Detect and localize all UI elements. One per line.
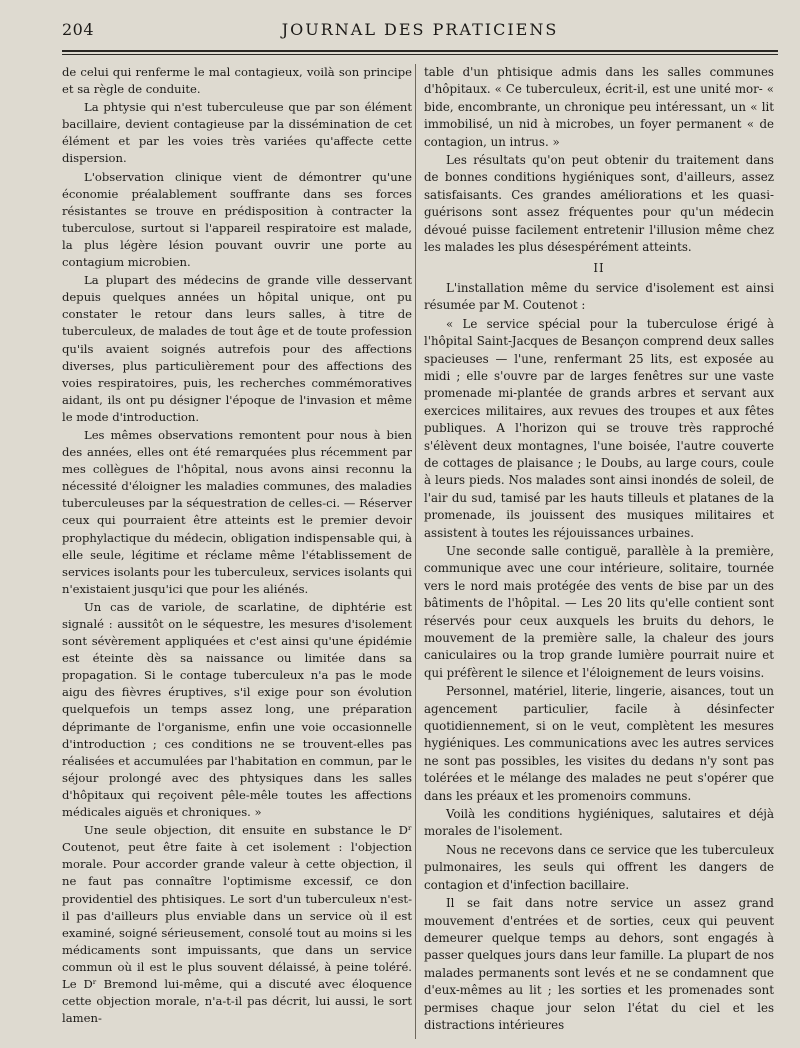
paragraph: de celui qui renferme le mal contagieux, voilà son principe et sa règle de conduite. bbox=[62, 65, 412, 97]
page-number: 204 bbox=[62, 20, 95, 39]
column-divider bbox=[415, 64, 416, 1039]
paragraph: Il se fait dans notre service un assez grand mouvement d'entrées et de sorties, ceux qui peuvent demeurer quelque temps au dehors, sont engagés à passer quelques jours dans leur famille. La plupart de nos malades permanents sont levés et ne se condamnent que d'eux-mêmes au lit ; les sorties et les promenades sont permises chaque jour selon l'état du ciel et les distractions intérieures bbox=[424, 896, 774, 1032]
header-rule-thin bbox=[62, 54, 778, 55]
page-header bbox=[62, 18, 778, 44]
left-column bbox=[62, 64, 412, 1028]
paragraph: L'observation clinique vient de démontrer qu'une économie préalablement souffrante dans ses forces résistantes se trouve en prédisposition à contracter la tuberculose, surtout si l'appareil respiratoire est malade, la plus légère lésion pouvant ouvrir une porte au contagium microbien. bbox=[62, 169, 412, 270]
paragraph: Les résultats qu'on peut obtenir du traitement dans de bonnes conditions hygiéniques sont, d'ailleurs, assez satisfaisants. Ces grandes améliorations et les quasi-guérisons sont assez fréquentes pour qu'un médecin dévoué puisse facilement entretenir l'illusion même chez les malades les plus désespérément atteints. bbox=[424, 153, 774, 255]
paragraph: « Le service spécial pour la tuberculose érigé à l'hôpital Saint-Jacques de Besançon comprend deux salles spacieuses — l'une, renfermant 25 lits, est exposée au midi ; elle s'ouvre par de larges fenêtres sur une vaste promenade mi-plantée de grands arbres et servant aux exercices militaires, aux revues des troupes et aux fêtes publiques. A l'horizon qui se trouve très rapproché s'élèvent deux montagnes, l'une boisée, l'autre couverte de cottages de plaisance ; le Doubs, au large cours, coule à leurs pieds. Nos malades sont ainsi inondés de soleil, de l'air du sud, tamisé par les hauts tilleuls et platanes de la promenade, ils jouissent des musiques militaires et assistent à toutes les réjouissances urbaines. bbox=[424, 316, 774, 540]
paragraph: Un cas de variole, de scarlatine, de diphtérie est signalé : aussitôt on le séquestre, les mesures d'isolement sont sévèrement appliquées et c'est ainsi qu'une épidémie est éteinte dès sa naissance ou limitée dans sa propagation. Si le contage tuberculeux n'a pas le mode aigu des fièvres éruptives, s'il exige pour son évolution quelquefois un temps assez long, une préparation déprimante de l'organisme, enfin une voie occasionnelle d'introduction ; ces conditions ne se trouvent-elles pas réalisées et accumulées par l'habitation en commun, par le séjour prolongé avec des phtysiques dans les salles d'hôpitaux qui reçoivent pêle-mêle toutes les affections médicales aiguës et chroniques. » bbox=[62, 599, 412, 820]
right-column bbox=[424, 64, 774, 1035]
section-numeral: II bbox=[593, 261, 605, 276]
paragraph: La plupart des médecins de grande ville desservant depuis quelques années un hôpital unique, ont pu constater le retour dans leurs salles, à titre de tuberculeux, de malades de tout âge et de toute profession qu'ils avaient soignés autrefois pour des affections diverses, plus particulièrement pour des affections des voies respiratoires, puis, les recherches commémoratives aidant, ils ont pu désigner l'époque de l'invasion et même le mode d'introduction. bbox=[62, 273, 412, 424]
running-title: JOURNAL DES PRATICIENS bbox=[281, 20, 559, 39]
header-rule bbox=[62, 50, 778, 52]
paragraph: Nous ne recevons dans ce service que les tuberculeux pulmonaires, les seuls qui offrent les dangers de contagion et d'infection bacillaire. bbox=[424, 842, 774, 892]
paragraph: Voilà les conditions hygiéniques, salutaires et déjà morales de l'isolement. bbox=[424, 807, 774, 839]
paragraph: Une seconde salle contiguë, parallèle à la première, communique avec une cour intérieure, solitaire, tournée vers le nord mais protégée des vents de bise par un des bâtiments de l'hôpital. — Les 20 lits qu'elle contient sont réservés pour ceux auxquels les bruits du dehors, le mouvement de la première salle, la chaleur des jours caniculaires ou la trop grande lumière pourrait nuire et qui préfèrent le silence et l'éloignement de leurs voisins. bbox=[424, 543, 774, 680]
paragraph: Personnel, matériel, literie, lingerie, aisances, tout un agencement particulier, facile à désinfecter quotidiennement, si on le veut, complètent les mesures hygiéniques. Les communications avec les autres services ne sont pas possibles, les visites du dedans n'y sont pas tolérées et le mélange des malades ne peut s'opérer que dans les préaux et les promenoirs communs. bbox=[424, 684, 774, 803]
paragraph: Les mêmes observations remontent pour nous à bien des années, elles ont été remarquées plus récemment par mes collègues de l'hôpital, nous avons ainsi reconnu la nécessité d'éloigner les maladies communes, des maladies tuberculeuses par la séquestration de celles-ci. — Réserver ceux qui pourraient être atteints est le premier devoir prophylactique du médecin, obligation indispensable qui, à elle seule, légitime et réclame même l'établissement de services isolants pour les tuberculeux, services isolants qui n'existaient jusqu'ici que pour les aliénés. bbox=[62, 427, 412, 596]
paragraph: L'installation même du service d'isolement est ainsi résumée par M. Coutenot : bbox=[424, 280, 774, 313]
paragraph: Une seule objection, dit ensuite en substance le Dʳ Coutenot, peut être faite à cet isolement : l'objection morale. Pour accorder grande valeur à cette objection, il ne faut pas connaître l'optimisme excessif, ce don providentiel des phtisiques. Le sort d'un tuberculeux n'est-il pas d'ailleurs plus enviable dans un service où il est examiné, soigné sérieusement, consolé tout au moins si les médicaments sont impuissants, que dans un service commun où il est le plus souvent délaissé, à peine toléré. Le Dʳ Bremond lui-même, qui a discuté avec éloquence cette objection morale, n'a-t-il pas décrit, lui aussi, le sort lamen- bbox=[62, 823, 412, 1026]
paragraph: table d'un phtisique admis dans les salles communes d'hôpitaux. « Ce tuberculeux, écrit-il, est une unité mor- « bide, encombrante, un chronique peu intéressant, un « lit immobilisé, un nid à microbes, un foyer permanent « de contagion, un intrus. » bbox=[424, 65, 774, 149]
paragraph: La phtysie qui n'est tuberculeuse que par son élément bacillaire, devient contagieuse par la dissémination de cet élément et par les voies très variées qu'affecte cette dispersion. bbox=[62, 100, 412, 166]
